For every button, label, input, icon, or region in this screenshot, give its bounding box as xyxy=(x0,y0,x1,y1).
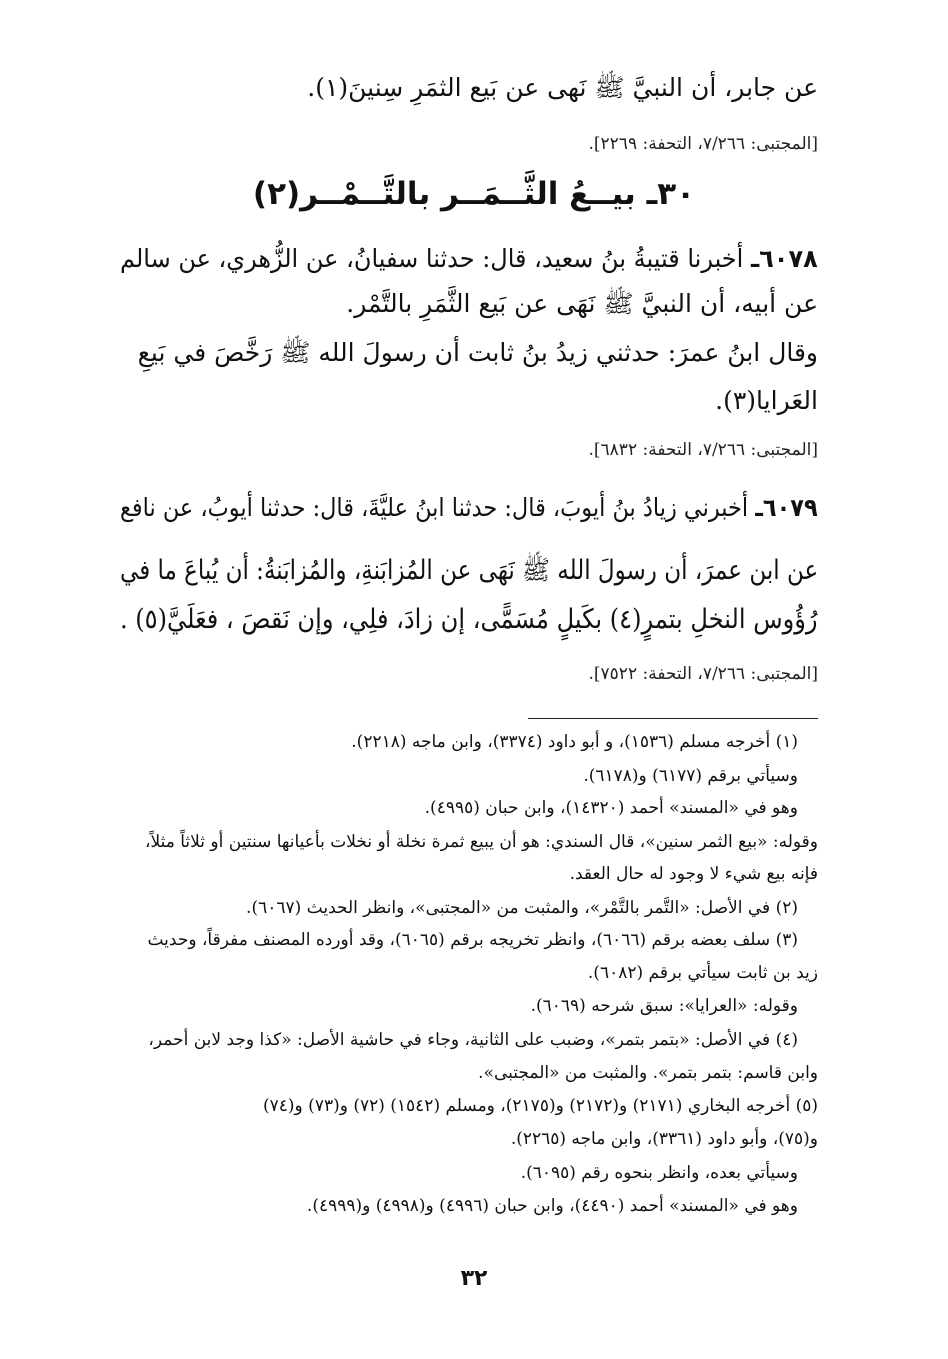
footnote-line: (٢) في الأصل: «التَّمر بالتَّمْر»، والمثبت من «المجتبى»، وانظر الحديث (٦٠٦٧). xyxy=(246,898,798,918)
footnote-line: (١) أخرجه مسلم (١٥٣٦)، و أبو داود (٣٣٧٤)، وابن ماجه (٢٢١٨). xyxy=(351,732,798,752)
footnote-line: وهو في «المسند» أحمد (١٤٣٢٠)، وابن حبان (٤٩٩٥). xyxy=(424,798,798,818)
intro-hadith-line: عن جابر، أن النبيَّ ﷺ نَهى عن بَيع الثمَرِ سِنينَ(١). xyxy=(307,73,818,102)
hadith-6079-reference: [المجتبى: ٧/٢٦٦، التحفة: ٧٥٢٢]. xyxy=(588,664,818,684)
footnote-line: وقوله: «العرايا»: سبق شرحه (٦٠٦٩). xyxy=(530,996,798,1016)
footnote-line: فإنه بيع شيء لا وجود له حال العقد. xyxy=(569,864,818,884)
footnote-line: وقوله: «بيع الثمر سنين»، قال السندي: هو أن يبيع ثمرة نخلة أو نخلات بأعيانها سنتين أو ثلاثاً مثلاً، xyxy=(144,832,818,852)
footnote-line: (٤) في الأصل: «بتمر بتمر»، وضبب على الثانية، وجاء في حاشية الأصل: «كذا وجد لابن أحمر، xyxy=(148,1030,798,1050)
footnote-line: وسيأتي بعده، وانظر بنحوه رقم (٦٠٩٥). xyxy=(520,1163,798,1183)
footnote-line: وهو في «المسند» أحمد (٤٤٩٠)، وابن حبان (٤٩٩٦) و(٤٩٩٨) و(٤٩٩٩). xyxy=(306,1196,798,1216)
footnote-line: (٣) سلف بعضه برقم (٦٠٦٦)، وانظر تخريجه برقم (٦٠٦٥)، وقد أورده المصنف مفرقاً، وحديث xyxy=(147,930,798,950)
page-number: ٣٢ xyxy=(460,1266,488,1291)
hadith-6078-line-4: العَرايا(٣). xyxy=(715,386,818,415)
hadith-6079-line-3: رُؤُوس النخلِ بتمرٍ(٤) بكَيلٍ مُسَمًّى، إن زادَ، فلِي، وإن نَقصَ ، فعَلَيَّ(٥) . xyxy=(120,604,818,635)
hadith-6079-line-1 xyxy=(120,492,818,524)
hadith-number-6078: ٦٠٧٨ـ xyxy=(751,244,818,273)
hadith-6078-line-3: وقال ابنُ عمرَ: حدثني زيدُ بنُ ثابت أن رسولَ الله ﷺ رَخَّصَ في بَيعِ xyxy=(137,338,818,367)
chapter-heading: ٣٠ـ بيــعُ الثَّــمَــر بالتَّــمْــر(٢) xyxy=(252,176,696,212)
hadith-number-6079: ٦٠٧٩ـ xyxy=(755,493,818,522)
footnote-line: وابن قاسم: بتمر بتمر». والمثبت من «المجتبى». xyxy=(478,1063,818,1083)
footnote-line: و(٧٥)، وأبو داود (٣٣٦١)، وابن ماجه (٢٢٦٥). xyxy=(510,1129,818,1149)
footnote-line: زيد بن ثابت سيأتي برقم (٦٠٨٢). xyxy=(587,963,818,983)
footnote-line: (٥) أخرجه البخاري (٢١٧١) و(٢١٧٢) و(٢١٧٥)، ومسلم (١٥٤٢) (٧٢) و(٧٣) و(٧٤) xyxy=(263,1096,818,1116)
footnote-line: وسيأتي برقم (٦١٧٧) و(٦١٧٨). xyxy=(583,766,798,786)
hadith-6078-reference: [المجتبى: ٧/٢٦٦، التحفة: ٦٨٣٢]. xyxy=(588,440,818,460)
hadith-6079-text-1: أخبرني زيادُ بنُ أيوبَ، قال: حدثنا ابنُ عليَّةَ، قال: حدثنا أيوبُ، عن نافع xyxy=(120,493,749,522)
hadith-6079-line-2: عن ابن عمرَ، أن رسولَ الله ﷺ نَهَى عن المُزابَنةِ، والمُزابَنةُ: أن يُباعَ ما في xyxy=(119,555,818,586)
hadith-6078-line-2: عن أبيه، أن النبيَّ ﷺ نَهَى عن بَيع الثَّمَرِ بالتَّمْر. xyxy=(346,289,818,318)
intro-reference: [المجتبى: ٧/٢٦٦، التحفة: ٢٢٦٩]. xyxy=(588,134,818,154)
hadith-6078-text-1: أخبرنا قتيبةُ بنُ سعيد، قال: حدثنا سفيانُ، عن الزُّهري، عن سالم xyxy=(120,244,744,273)
hadith-6078-line-1 xyxy=(120,243,818,275)
footnote-separator xyxy=(528,718,818,719)
